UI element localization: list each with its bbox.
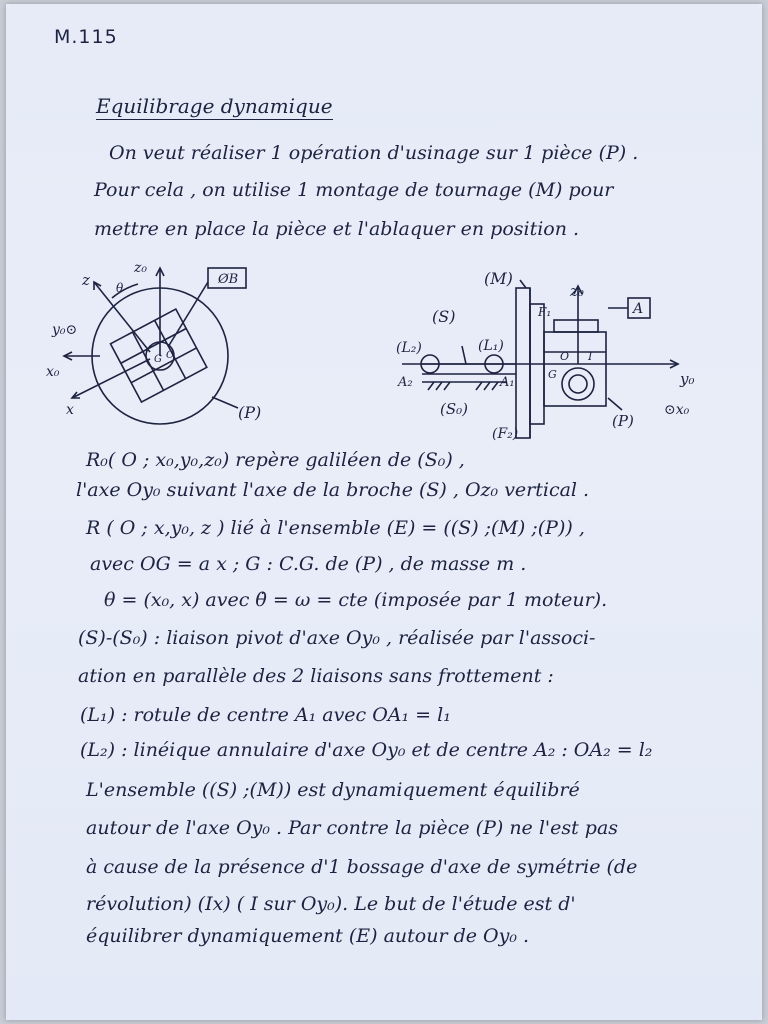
intro-line-3: mettre en place la pièce et l'ablaquer en position . bbox=[94, 218, 580, 240]
point-o-label: O bbox=[166, 350, 175, 361]
intro-line-2: Pour cela , on utilise 1 montage de tournage (M) pour bbox=[94, 179, 614, 201]
label-o: O bbox=[560, 350, 570, 363]
body-line-1: R₀( O ; x₀,y₀,z₀) repère galiléen de (S₀) , bbox=[86, 449, 465, 471]
body-line-2: l'axe Oy₀ suivant l'axe de la broche (S) , Oz₀ vertical . bbox=[76, 479, 590, 501]
body-line-12: à cause de la présence d'1 bossage d'axe de symétrie (de bbox=[86, 856, 638, 878]
label-g: G bbox=[548, 368, 557, 381]
intro-line-1: On veut réaliser 1 opération d'usinage sur 1 pièce (P) . bbox=[109, 142, 639, 164]
body-line-3: R ( O ; x,y₀, z ) lié à l'ensemble (E) = ((S) ;(M) ;(P)) , bbox=[86, 517, 585, 539]
axis-z-label: z bbox=[82, 271, 90, 289]
label-l1: (L₁) bbox=[478, 338, 504, 354]
label-m: (M) bbox=[484, 269, 513, 288]
label-a2: A₂ bbox=[398, 375, 413, 390]
body-line-8: (L₁) : rotule de centre A₁ avec OA₁ = l₁ bbox=[80, 704, 451, 726]
axis-x-label: x bbox=[66, 402, 74, 418]
theta-label: θ bbox=[116, 281, 124, 295]
label-f2: (F₂) bbox=[492, 426, 519, 442]
body-line-9: (L₂) : linéique annulaire d'axe Oy₀ et de centre A₂ : OA₂ = l₂ bbox=[80, 739, 653, 761]
body-line-11: autour de l'axe Oy₀ . Par contre la pièce (P) ne l'est pas bbox=[86, 817, 619, 839]
label-f1: F₁ bbox=[538, 305, 552, 319]
label-l2: (L₂) bbox=[396, 340, 422, 356]
body-line-13: révolution) (Ix) ( I sur Oy₀). Le but de l'étude est d' bbox=[86, 893, 576, 915]
piece-label: (P) bbox=[238, 403, 262, 422]
point-g-label: G bbox=[154, 354, 162, 365]
paper-sheet bbox=[6, 4, 762, 1020]
body-line-14: équilibrer dynamiquement (E) autour de Oy₀ . bbox=[86, 925, 530, 947]
front-view-diagram bbox=[42, 252, 282, 432]
body-line-10: L'ensemble ((S) ;(M)) est dynamiquement équilibré bbox=[86, 779, 580, 801]
body-line-7: ation en parallèle des 2 liaisons sans frottement : bbox=[78, 665, 554, 687]
body-line-4: avec OG = a x ; G : C.G. de (P) , de masse m . bbox=[90, 553, 527, 575]
label-a: A bbox=[633, 301, 644, 317]
label-z0: z₀ bbox=[570, 282, 584, 300]
label-i: I bbox=[588, 350, 593, 363]
fixture-plate bbox=[516, 288, 530, 438]
label-x0: ⊙x₀ bbox=[664, 402, 690, 418]
label-s0: (S₀) bbox=[440, 400, 468, 418]
page-title: Equilibrage dynamique bbox=[96, 94, 333, 118]
boss-circle bbox=[562, 368, 594, 400]
label-y0: y₀ bbox=[680, 370, 695, 388]
side-view-diagram bbox=[382, 260, 698, 446]
label-a1: A₁ bbox=[500, 375, 515, 390]
page-reference: M.115 bbox=[54, 26, 118, 48]
diameter-label: ØB bbox=[218, 272, 239, 287]
label-p: (P) bbox=[612, 412, 634, 430]
axis-y0-label: y₀⊙ bbox=[52, 322, 78, 338]
label-s: (S) bbox=[432, 307, 456, 326]
body-line-6: (S)-(S₀) : liaison pivot d'axe Oy₀ , réalisée par l'associ- bbox=[78, 627, 596, 649]
axis-x0-label: x₀ bbox=[46, 364, 60, 380]
axis-z0-label: z₀ bbox=[134, 260, 147, 276]
body-line-5: θ = (x₀, x) avec θ̇ = ω = cte (imposée par 1 moteur). bbox=[104, 589, 608, 611]
